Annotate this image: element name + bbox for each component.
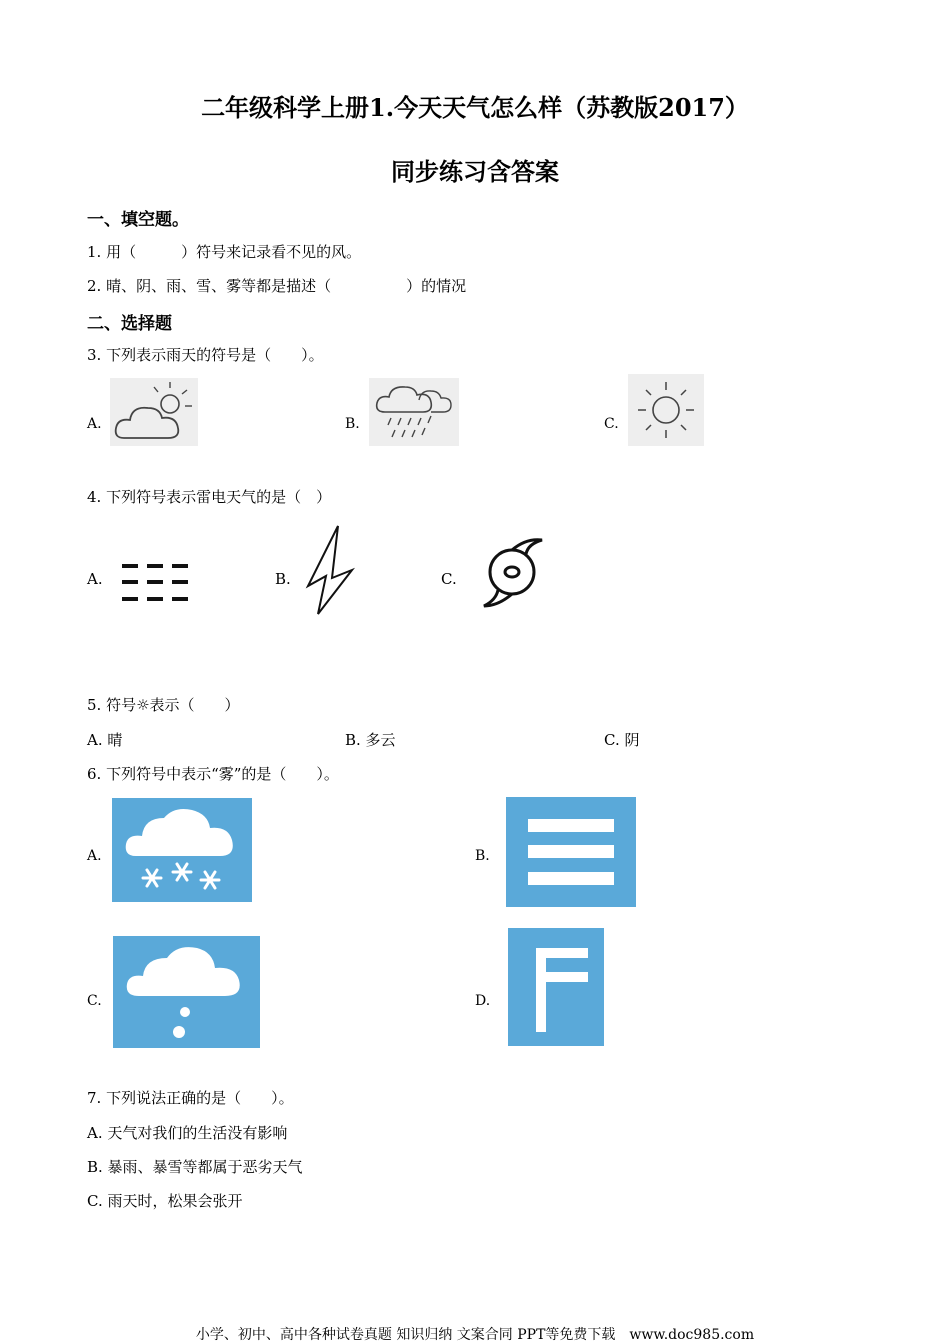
section-choice: 二、选择题 bbox=[87, 314, 172, 334]
dashed-lines-icon bbox=[118, 560, 192, 606]
cloud-sun-icon bbox=[110, 378, 198, 446]
q4-option-b-label: B. bbox=[275, 570, 291, 588]
q5-option-c: C. 阴 bbox=[604, 731, 640, 749]
q5-option-a: A. 晴 bbox=[87, 731, 123, 749]
page-footer: 小学、初中、高中各种试卷真题 知识归纳 文案合同 PPT等免费下载 www.doc985.com bbox=[195, 1327, 755, 1343]
hail-cloud-icon bbox=[113, 936, 260, 1048]
q5-option-b: B. 多云 bbox=[345, 731, 396, 749]
snow-cloud-icon bbox=[112, 798, 252, 902]
doc-subtitle: 同步练习含答案 bbox=[391, 157, 559, 186]
wind-flag-icon bbox=[508, 928, 604, 1046]
sun-icon bbox=[628, 374, 704, 446]
question-4: 4. 下列符号表示雷电天气的是（ ） bbox=[87, 488, 332, 506]
lightning-icon bbox=[304, 524, 356, 616]
doc-title: 二年级科学上册1.今天天气怎么样（苏教版2017） bbox=[201, 93, 749, 122]
question-6: 6. 下列符号中表示“雾”的是（ ）。 bbox=[87, 765, 339, 783]
q3-option-c-label: C. bbox=[604, 416, 619, 432]
question-5: 5. 符号☼表示（ ） bbox=[87, 696, 240, 714]
q7-option-c: C. 雨天时，松果会张开 bbox=[87, 1192, 243, 1210]
q6-option-a-label: A. bbox=[87, 848, 102, 864]
q7-option-a: A. 天气对我们的生活没有影响 bbox=[87, 1124, 288, 1142]
q3-option-a-label: A. bbox=[87, 416, 102, 432]
question-2: 2. 晴、阴、雨、雪、雾等都是描述（ ）的情况 bbox=[87, 277, 467, 295]
section-fill-blank: 一、填空题。 bbox=[87, 210, 189, 230]
q6-option-b-label: B. bbox=[475, 848, 490, 864]
rain-cloud-icon bbox=[369, 378, 459, 446]
q3-option-b-label: B. bbox=[345, 416, 360, 432]
question-7: 7. 下列说法正确的是（ ）。 bbox=[87, 1089, 294, 1107]
q4-option-c-label: C. bbox=[441, 570, 457, 588]
q7-option-b: B. 暴雨、暴雪等都属于恶劣天气 bbox=[87, 1158, 303, 1176]
q6-option-d-label: D. bbox=[475, 993, 491, 1009]
fog-lines-icon bbox=[506, 797, 636, 907]
typhoon-icon bbox=[482, 532, 544, 612]
question-1: 1. 用（ ）符号来记录看不见的风。 bbox=[87, 243, 362, 261]
q6-option-c-label: C. bbox=[87, 993, 102, 1009]
question-3: 3. 下列表示雨天的符号是（ ）。 bbox=[87, 346, 324, 364]
q4-option-a-label: A. bbox=[87, 570, 103, 588]
